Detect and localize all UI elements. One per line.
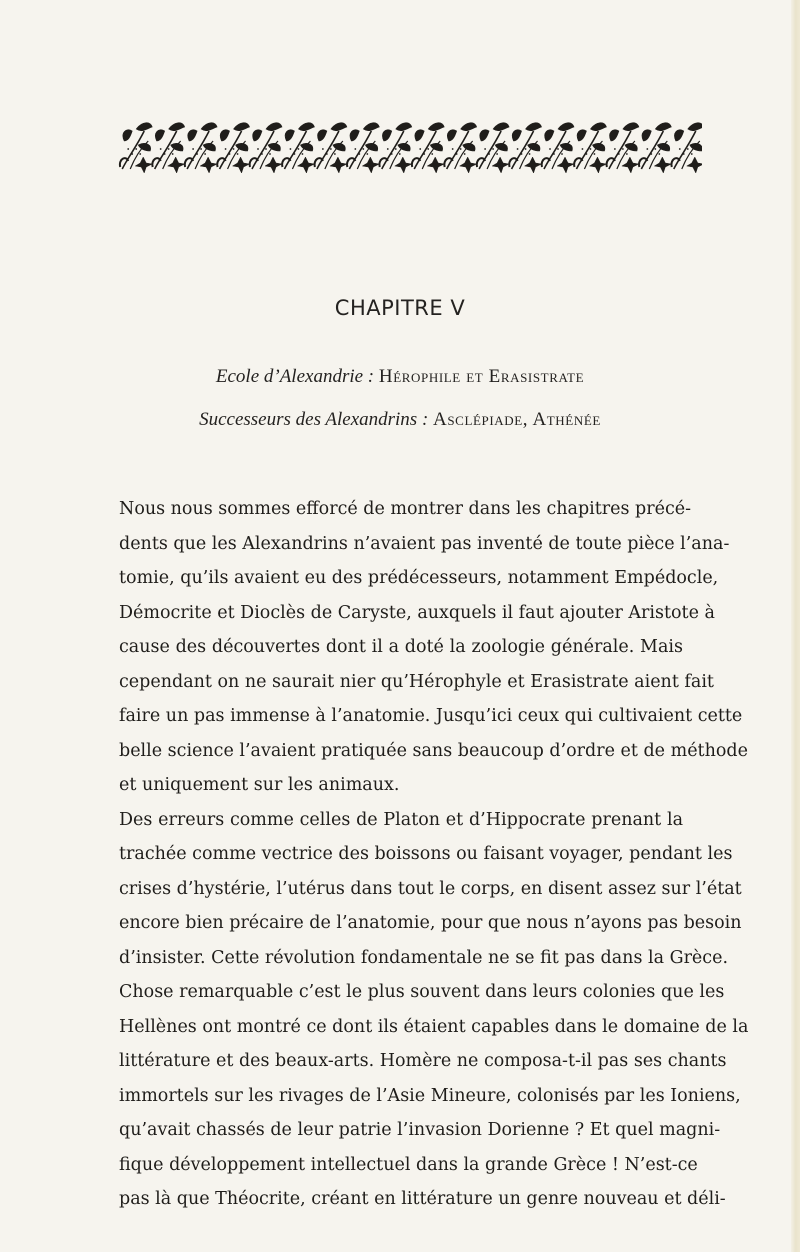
chapter-heading: CHAPITRE V	[334, 296, 466, 320]
subtitle-successors-label: Successeurs des Alexandrins :	[199, 409, 429, 430]
subtitle-successors	[0, 409, 800, 431]
floral-motif-icon	[347, 123, 379, 173]
body-line: crises d’hystérie, l’utérus dans tout le corps, en disent assez sur l’état	[119, 878, 742, 899]
body-line: tomie, qu’ils avaient eu des prédécesseurs, notamment Empédocle,	[119, 568, 719, 588]
subtitle-school-label: Ecole d’Alexandrie :	[215, 366, 375, 387]
floral-motif-icon	[542, 123, 574, 173]
floral-motif-icon	[509, 123, 541, 173]
body-line: Démocrite et Dioclès de Caryste, auxquels il faut ajouter Aristote à	[119, 602, 715, 623]
body-line: et uniquement sur les animaux.	[119, 775, 400, 795]
body-line: trachée comme vectrice des boissons ou faisant voyager, pendant les	[119, 844, 733, 864]
body-line: Chose remarquable c’est le plus souvent dans leurs colonies que les	[119, 982, 725, 1002]
body-line: immortels sur les rivages de l’Asie Mineure, colonisés par les Ioniens,	[119, 1085, 741, 1106]
floral-motif-icon	[315, 123, 347, 173]
subtitle-successors-names: Asclépiade, Athénée	[433, 409, 601, 430]
body-line: encore bien précaire de l’anatomie, pour que nous n’ayons pas besoin	[119, 913, 742, 933]
body-line: fique développement intellectuel dans la grande Grèce ! N’est-ce	[119, 1154, 698, 1175]
floral-motif-icon	[120, 123, 152, 173]
floral-motif-icon	[444, 123, 476, 173]
subtitle-school-of-alexandria	[0, 366, 800, 388]
body-line: cause des découvertes dont il a doté la zoologie générale. Mais	[119, 637, 683, 657]
body-line: dents que les Alexandrins n’avaient pas inventé de toute pièce l’ana-	[119, 533, 730, 554]
body-text	[119, 492, 749, 1217]
floral-motif-icon	[152, 123, 184, 173]
floral-motif-icon	[477, 123, 509, 173]
floral-motif-icon	[607, 123, 639, 173]
body-line: pas là que Théocrite, créant en littérature un genre nouveau et déli-	[119, 1189, 726, 1209]
floral-motif-icon	[217, 123, 249, 173]
body-line: faire un pas immense à l’anatomie. Jusqu’ici ceux qui cultivaient cette	[119, 706, 743, 726]
floral-ornament-icon	[118, 119, 702, 173]
floral-motif-icon	[250, 123, 282, 173]
floral-motif-icon	[574, 123, 606, 173]
floral-motif-icon	[379, 123, 411, 173]
body-line: qu’avait chassés de leur patrie l’invasion Dorienne ? Et quel magni-	[119, 1120, 721, 1140]
floral-motif-icon	[412, 123, 444, 173]
floral-ornament-band	[118, 119, 702, 173]
floral-motif-icon	[639, 123, 671, 173]
body-line: Des erreurs comme celles de Platon et d’Hippocrate prenant la	[119, 809, 683, 830]
body-line: Nous nous sommes efforcé de montrer dans les chapitres précé-	[119, 499, 692, 519]
body-line: littérature et des beaux-arts. Homère ne composa-t-il pas ses chants	[119, 1051, 727, 1071]
body-line: Hellènes ont montré ce dont ils étaient capables dans le domaine de la	[119, 1016, 749, 1037]
floral-motif-icon	[671, 123, 702, 173]
floral-motif-icon	[282, 123, 314, 173]
body-line: belle science l’avaient pratiquée sans beaucoup d’ordre et de méthode	[119, 740, 748, 761]
floral-motif-icon	[185, 123, 217, 173]
body-line: cependant on ne saurait nier qu’Hérophyle et Erasistrate aient fait	[119, 671, 714, 692]
subtitle-school-names: Hérophile et Erasistrate	[378, 366, 585, 387]
body-line: d’insister. Cette révolution fondamentale ne se fit pas dans la Grèce.	[119, 947, 729, 968]
page-edge	[791, 0, 800, 1252]
